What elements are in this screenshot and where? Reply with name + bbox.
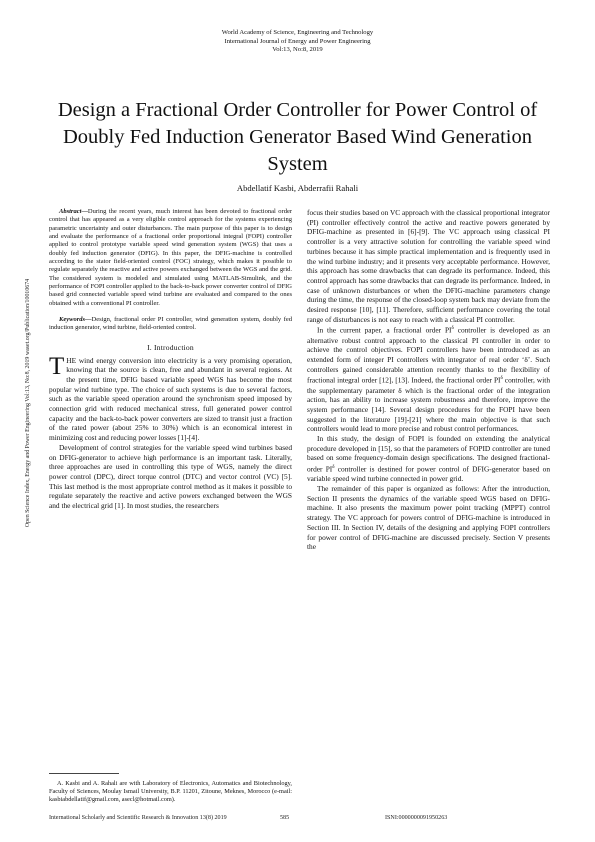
keywords-dash: —	[85, 316, 92, 324]
author-footnote	[49, 773, 292, 804]
intro-paragraph-1	[49, 352, 292, 443]
intro-paragraph-2: Development of control strategies for the variable speed wind turbines based on DFIG-generator to achieve high performance is an important task. Literally, three approaches are used in controlling this type of WGS, namely the direct power control (DPC), direct torque control (DTC) and vector control (VC) [5]. This last method is the most appropriate control method as it makes it possible to regulate separately the reactive and active powers exchanged between the WGS and the electrical grid [1]. In most studies, the researchers	[49, 442, 292, 511]
intro-p4-part-c: controller, with the supplementary parameter δ which is the fractional order of the integration action, has an ability to increase system robustness and therefore, improve the system performance [14]. Several design procedures for the FOPI have been suggested in the literature [19]-[21] where the main objective is that such controllers would lead to more precise and robust control performances.	[307, 375, 550, 434]
drop-cap: T	[49, 352, 65, 380]
keywords	[49, 316, 292, 333]
pi-delta-superscript: δ	[500, 376, 503, 382]
intro-paragraph-5	[307, 434, 550, 484]
abstract-dash: —	[81, 208, 88, 215]
section-heading-introduction: I. Introduction	[147, 342, 194, 352]
intro-paragraph-1-text: HE wind energy conversion into electricity is a very promising operation, knowing that the source is clean, free and abundant in several regions. At the present time, DFIG based variable speed WGS has become the most popular wind turbine type. The choice of such systems is due to several factors, such as the variable speed operation around the synchronism speed imposed by connection grid with reduced mechanical stress, full generated power control capacity and the back-to-back power converters are sized to transit just a fraction of the rated power (about 25% to 30%) which is an economical interest in minimizing cost and reducing power losses [1]-[4].	[49, 355, 292, 443]
intro-paragraph-6: The remainder of this paper is organized as follows: After the introduction, Section II presents the dynamics of the variable speed WGS based on DFIG-machine. It also presents the maximum power point tracking (MPPT) control strategy. The VC approach for powers control of DFIG-machine is introduced in Section III. In Section IV, details of the designing and applying FOPI controllers for power control of DFIG-machine are discussed precisely. Section V presents the	[307, 484, 550, 552]
pi-delta-superscript: δ	[451, 326, 454, 332]
footer-isni: ISNI:0000000091950263	[385, 815, 448, 821]
abstract	[49, 208, 292, 308]
header-line-1: World Academy of Science, Engineering and Technology	[221, 29, 374, 36]
footer-publisher: International Scholarly and Scientific Research & Innovation 13(8) 2019	[49, 815, 227, 821]
keywords-text: Design, fractional order PI controller, wind generation system, doubly fed induction generator, wind turbine, field-oriented control.	[49, 316, 292, 332]
intro-p4-part-a: In the current paper, a fractional order PI	[317, 325, 452, 335]
intro-paragraph-3: focus their studies based on VC approach with the classical proportional integrator (PI) controller effectively control the active and reactive powers generated by DFIG-machine as presented in [6]-[9]. The VC approach using classical PI controller is a very attractive solution for controlling the variable speed wind turbines because it has simple practical implementation and is frequently used in the wind turbine industry; and it presents very acceptable performance. However, this approach has some drawbacks that can degrade its performance. Indeed, this control approach has some drawbacks that can degrade its performance. Indeed, in case of unknown disturbances or when the DFIG-machine parameters change during the time, the response of the closed-loop system back may deviate from the desired response [10], [11]. Therefore, sufficient performance covering the total range of disturbances is not easy to reach with a classical PI controller.	[307, 208, 550, 324]
footnote-rule	[49, 773, 119, 774]
intro-p5-part-a: In this study, the design of FOPI is founded on extending the analytical procedure developed in [15], so that the parameters of FOPID controller are tuned based on some frequency-domain design specifications. The designed fractional-order PI	[307, 434, 550, 474]
header-line-3: Vol:13, No:8, 2019	[272, 46, 323, 54]
abstract-text: During the recent years, much interest has been devoted to fractional order control that has appeared as a very eligible control approach for the systems experiencing parametric uncertainty and outer disturbances. The main purpose of this paper is to design and evaluate the performance of a fractional order proportional integral (FOPI) controller applied to control prototype variable speed wind generation system (WGS) that uses a doubly fed induction generator (DFIG). In this paper, the DFIG-machine is controlled according to the stator field-oriented control (FOC) strategy, which makes it possible to regulate separately the reactive and active powers exchanged between the WGS and the grid. The considered system is modeled and simulated using MATLAB-Simulink, and the performance of FOPI controller applied to the back-to-back power converter control of DFIG based grid connected variable speed wind turbine are evaluated and compared to the ones obtained with a conventional PI controller.	[49, 208, 292, 307]
abstract-label: Abstract	[59, 208, 82, 215]
intro-p5-part-b: controller is destined for power control of DFIG-generator based on variable speed wind turbine connected in power grid.	[307, 464, 550, 484]
sidebar-citation-text: Open Science Index, Energy and Power Engineering Vol:13, No:8, 2019 waset.org/Publication/10010674	[25, 278, 31, 528]
journal-header	[0, 29, 595, 55]
sidebar-citation	[23, 208, 33, 598]
paper-title: Design a Fractional Order Controller for Power Control of Doubly Fed Induction Generator Based Wind Generation System	[57, 99, 538, 175]
intro-paragraph-4	[307, 324, 550, 434]
footer-page-number: 585	[280, 815, 290, 821]
pi-delta-superscript: δ	[332, 465, 335, 471]
right-column	[307, 208, 550, 552]
author-footnote-text: A. Kasbi and A. Rahali are with Laboratory of Electronics, Automatics and Biotechnology, Faculty of Sciences, Moulay Ismail University, B.P. 11201, Zitoune, Meknes, Morocco (e-mail: kasbiabdellatif@gmail.com, asecl@hotmail.com).	[49, 780, 292, 803]
keywords-label: Keywords	[59, 316, 85, 324]
paper-authors: Abdellatif Kasbi, Abderrafii Rahali	[236, 183, 359, 193]
left-column	[49, 208, 292, 511]
intro-p4-part-b: controller is developed as an alternative robust control approach to the classical PI controller in order to achieve the control objectives. FOPI controllers have been introduced as an extended form of integer PI controllers with integrator of real order ‘δ’. Such controllers gained considerable attention recently thanks to the flexibility of fractional integral order [12], [13]. Indeed, the fractional order PI	[307, 325, 550, 385]
header-line-2: International Journal of Energy and Power Engineering	[224, 37, 371, 45]
